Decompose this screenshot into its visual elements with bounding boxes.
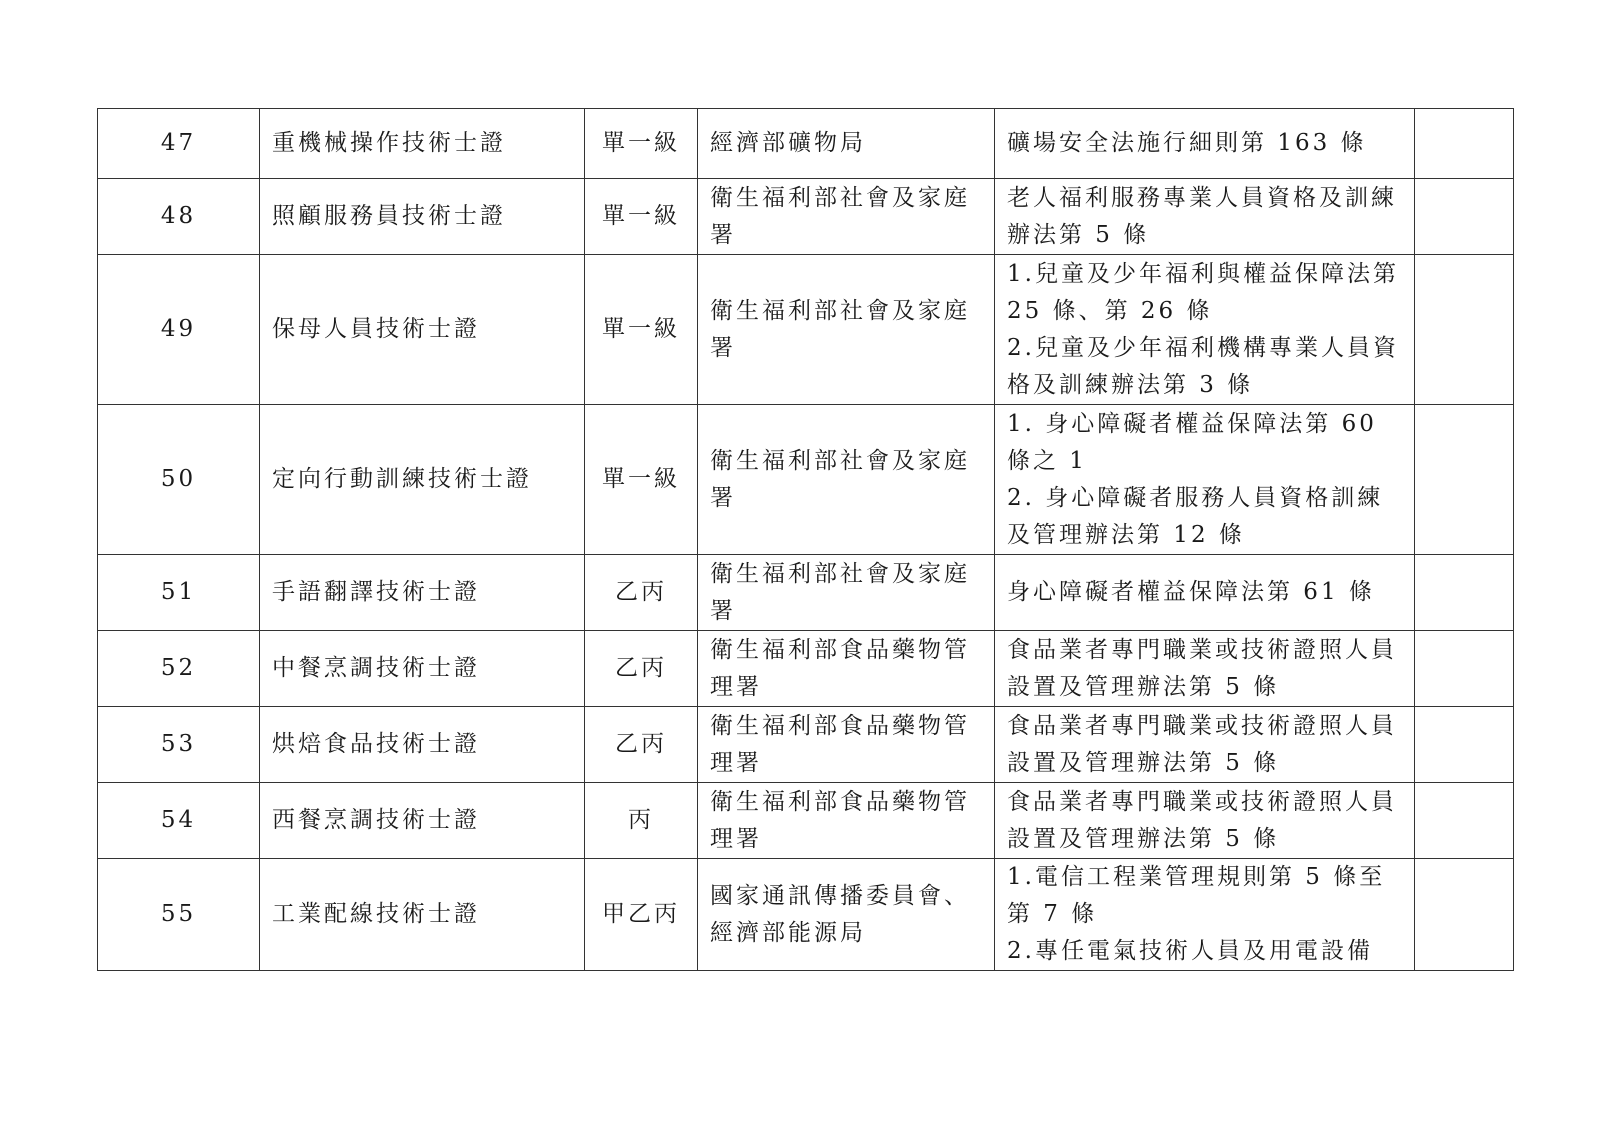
legal-basis-item: 2. 身心障礙者服務人員資格訓練及管理辦法第 12 條 bbox=[1007, 484, 1384, 548]
legal-basis-cell bbox=[995, 109, 1415, 179]
row-number-cell: 49 bbox=[98, 255, 260, 405]
table-row bbox=[98, 255, 1514, 405]
certificate-level-cell: 單一級 bbox=[585, 255, 698, 405]
agency-cell: 衛生福利部社會及家庭署 bbox=[698, 555, 995, 631]
legal-basis-item: 1.兒童及少年福利與權益保障法第 25 條、第 26 條 bbox=[1007, 260, 1399, 324]
legal-basis-item: 1. 身心障礙者權益保障法第 60 條之 1 bbox=[1007, 410, 1377, 474]
certificate-level-cell: 單一級 bbox=[585, 179, 698, 255]
certificate-level-cell: 乙丙 bbox=[585, 707, 698, 783]
certificate-level-cell: 乙丙 bbox=[585, 631, 698, 707]
legal-basis-cell bbox=[995, 179, 1415, 255]
agency-cell: 衛生福利部社會及家庭署 bbox=[698, 179, 995, 255]
table-row bbox=[98, 405, 1514, 555]
certificate-name-cell: 重機械操作技術士證 bbox=[260, 109, 585, 179]
certificate-name-cell: 烘焙食品技術士證 bbox=[260, 707, 585, 783]
agency-cell: 衛生福利部社會及家庭署 bbox=[698, 405, 995, 555]
certificate-level-cell: 丙 bbox=[585, 783, 698, 859]
table-row bbox=[98, 783, 1514, 859]
legal-basis-cell bbox=[995, 631, 1415, 707]
certificate-level-cell: 甲乙丙 bbox=[585, 859, 698, 971]
row-number-cell: 54 bbox=[98, 783, 260, 859]
row-number-cell: 47 bbox=[98, 109, 260, 179]
note-cell bbox=[1415, 859, 1514, 971]
certificate-name-cell: 手語翻譯技術士證 bbox=[260, 555, 585, 631]
certificate-name-cell: 定向行動訓練技術士證 bbox=[260, 405, 585, 555]
certificate-level-cell: 乙丙 bbox=[585, 555, 698, 631]
table-row bbox=[98, 109, 1514, 179]
row-number-cell: 52 bbox=[98, 631, 260, 707]
legal-basis-item: 2.專任電氣技術人員及用電設備 bbox=[1007, 938, 1373, 964]
legal-basis-item: 2.兒童及少年福利機構專業人員資格及訓練辦法第 3 條 bbox=[1007, 334, 1399, 398]
row-number-cell: 55 bbox=[98, 859, 260, 971]
row-number-cell: 53 bbox=[98, 707, 260, 783]
row-number-cell: 48 bbox=[98, 179, 260, 255]
table-row bbox=[98, 631, 1514, 707]
note-cell bbox=[1415, 179, 1514, 255]
legal-basis-cell bbox=[995, 255, 1415, 405]
legal-basis-cell bbox=[995, 405, 1415, 555]
row-number-cell: 51 bbox=[98, 555, 260, 631]
table-body bbox=[98, 109, 1514, 971]
row-number-cell: 50 bbox=[98, 405, 260, 555]
note-cell bbox=[1415, 255, 1514, 405]
legal-basis-item: 身心障礙者權益保障法第 61 條 bbox=[1007, 579, 1375, 605]
legal-basis-cell bbox=[995, 859, 1415, 971]
legal-basis-item: 老人福利服務專業人員資格及訓練辦法第 5 條 bbox=[1007, 184, 1397, 248]
agency-cell: 衛生福利部食品藥物管理署 bbox=[698, 631, 995, 707]
legal-basis-item: 1.電信工程業管理規則第 5 條至第 7 條 bbox=[1007, 864, 1386, 927]
certificate-name-cell: 工業配線技術士證 bbox=[260, 859, 585, 971]
agency-cell: 衛生福利部社會及家庭署 bbox=[698, 255, 995, 405]
note-cell bbox=[1415, 783, 1514, 859]
agency-cell: 衛生福利部食品藥物管理署 bbox=[698, 707, 995, 783]
legal-basis-item: 食品業者專門職業或技術證照人員設置及管理辦法第 5 條 bbox=[1007, 788, 1397, 852]
note-cell bbox=[1415, 631, 1514, 707]
legal-basis-item: 礦場安全法施行細則第 163 條 bbox=[1007, 130, 1367, 156]
note-cell bbox=[1415, 555, 1514, 631]
agency-cell: 衛生福利部食品藥物管理署 bbox=[698, 783, 995, 859]
table-row bbox=[98, 179, 1514, 255]
table-row bbox=[98, 707, 1514, 783]
certificate-name-cell: 中餐烹調技術士證 bbox=[260, 631, 585, 707]
legal-basis-cell bbox=[995, 555, 1415, 631]
agency-cell: 國家通訊傳播委員會、經濟部能源局 bbox=[698, 859, 995, 971]
note-cell bbox=[1415, 707, 1514, 783]
certificate-level-cell: 單一級 bbox=[585, 109, 698, 179]
certificate-name-cell: 照顧服務員技術士證 bbox=[260, 179, 585, 255]
legal-basis-item: 食品業者專門職業或技術證照人員設置及管理辦法第 5 條 bbox=[1007, 636, 1397, 700]
legal-basis-item: 食品業者專門職業或技術證照人員設置及管理辦法第 5 條 bbox=[1007, 712, 1397, 776]
certificate-level-cell: 單一級 bbox=[585, 405, 698, 555]
agency-cell: 經濟部礦物局 bbox=[698, 109, 995, 179]
legal-basis-cell bbox=[995, 707, 1415, 783]
note-cell bbox=[1415, 109, 1514, 179]
legal-basis-cell bbox=[995, 783, 1415, 859]
certificate-name-cell: 西餐烹調技術士證 bbox=[260, 783, 585, 859]
table-row bbox=[98, 859, 1514, 971]
note-cell bbox=[1415, 405, 1514, 555]
table-row bbox=[98, 555, 1514, 631]
certificate-table bbox=[97, 108, 1514, 971]
certificate-name-cell: 保母人員技術士證 bbox=[260, 255, 585, 405]
